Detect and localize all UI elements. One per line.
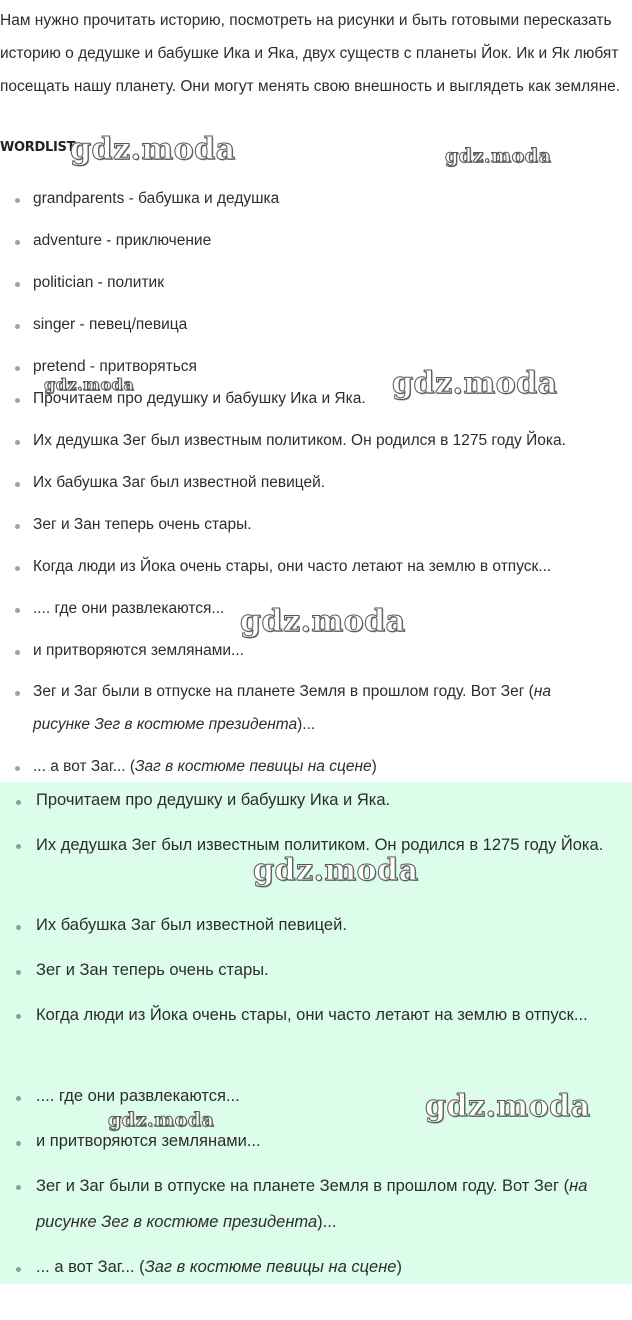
bullet-icon [16, 1096, 21, 1101]
watermark-logo: gdz.moda [70, 132, 236, 167]
bullet-icon [15, 440, 20, 445]
bullet-icon [16, 800, 21, 805]
bullet-icon [15, 282, 20, 287]
intro-paragraph: Нам нужно прочитать историю, посмотреть на рисунки и быть готовыми пересказать историю о дедушке и бабушке Ика и Яка, двух существ с планеты Йок. Ик и Як любят посещать нашу планету. Они могут менять свою внешность и выглядеть как земляне. [0, 12, 621, 95]
watermark-logo: gdz.moda [44, 375, 135, 394]
bullet-icon [15, 566, 20, 571]
bullet-icon [15, 324, 20, 329]
wordlist-heading: WORDLIST [0, 140, 76, 155]
highlight-box: Прочитаем про дедушку и бабушку Ика и Яка. Их дедушка Зег был известным политиком. Он родился в 1275 году Йока. Их бабушка Заг был известной певицей. Зег и Зан теперь очень стары. Когда люди из Йока очень стары, они часто летают на землю в отпуск... .... где они развлекаются... и притворяются землянами... Зег и Заг были в отпуске на планете Земля в прошлом году. Вот Зег (на рисунке Зег в костюме президента)... ... а вот Заг... (Заг в костюме певицы на сцене) [0, 782, 632, 1284]
bullet-icon [16, 1185, 21, 1190]
watermark-logo: gdz.moda [425, 1089, 591, 1124]
bullet-icon [15, 398, 20, 403]
watermark-logo: gdz.moda [445, 145, 552, 167]
bullet-icon [15, 766, 20, 771]
watermark-logo: gdz.moda [392, 366, 558, 401]
watermark-logo: gdz.moda [253, 853, 419, 888]
watermark-logo: gdz.moda [108, 1109, 215, 1131]
bullet-icon [15, 366, 20, 371]
bullet-icon [15, 240, 20, 245]
bullet-icon [16, 1014, 21, 1019]
bullet-icon [16, 1267, 21, 1272]
bullet-icon [15, 608, 20, 613]
watermark-logo: gdz.moda [240, 604, 406, 639]
bullet-icon [16, 1141, 21, 1146]
bullet-icon [15, 650, 20, 655]
bullet-icon [15, 198, 20, 203]
bullet-icon [15, 691, 20, 696]
bullet-icon [16, 844, 21, 849]
bullet-icon [15, 482, 20, 487]
bullet-icon [15, 524, 20, 529]
bullet-icon [16, 970, 21, 975]
bullet-icon [16, 925, 21, 930]
